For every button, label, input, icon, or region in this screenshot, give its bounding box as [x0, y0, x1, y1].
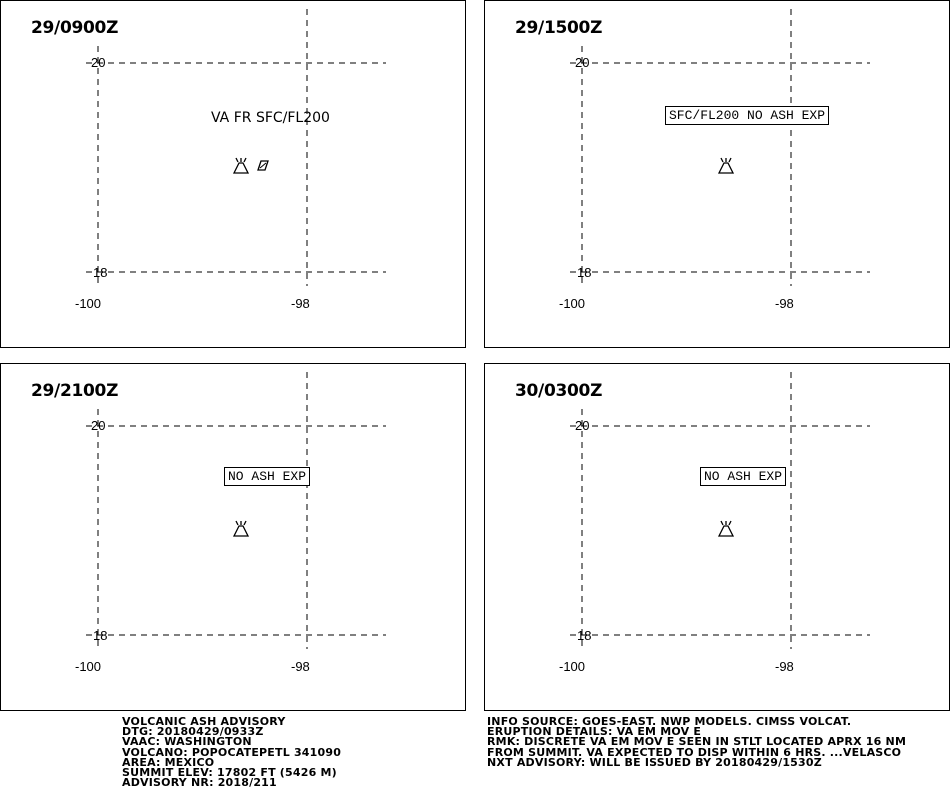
map-grid	[1, 364, 467, 712]
forecast-panel-1	[484, 0, 950, 348]
lon-label-100: -100	[559, 659, 586, 674]
volcano-icon	[719, 158, 733, 173]
panel-time: 29/1500Z	[515, 18, 603, 38]
ash-label: NO ASH EXP	[700, 467, 786, 486]
footer-line: AREA: MEXICO	[122, 755, 215, 769]
footer-line: DTG: 20180429/0933Z	[122, 725, 264, 739]
footer-line: INFO SOURCE: GOES-EAST. NWP MODELS. CIMSS VOLCAT.	[487, 715, 852, 728]
lon-label-98: -98	[291, 296, 310, 311]
lat-label-20: 20	[91, 55, 106, 70]
forecast-panel-0	[0, 0, 466, 348]
ash-area-icon	[258, 161, 268, 170]
lat-label-20: 20	[91, 418, 106, 433]
footer-line: NXT ADVISORY: WILL BE ISSUED BY 20180429/1530Z	[487, 755, 822, 769]
map-grid	[485, 364, 950, 712]
advisory-details-text	[487, 717, 906, 768]
panel-time: 30/0300Z	[515, 381, 603, 401]
volcano-icon	[719, 521, 733, 536]
lat-label-18: 18	[93, 628, 108, 643]
lat-label-18: 18	[577, 265, 592, 280]
lon-label-100: -100	[75, 659, 102, 674]
volcano-icon	[234, 158, 248, 173]
lon-label-98: -98	[775, 659, 794, 674]
ash-label: NO ASH EXP	[224, 467, 310, 486]
lat-label-20: 20	[575, 418, 590, 433]
lat-label-18: 18	[93, 265, 108, 280]
volcano-icon	[234, 521, 248, 536]
lat-label-20: 20	[575, 55, 590, 70]
forecast-panel-2	[0, 363, 466, 711]
panel-time: 29/2100Z	[31, 381, 119, 401]
ash-label: VA FR SFC/FL200	[211, 110, 330, 126]
footer-line: VOLCANO: POPOCATEPETL 341090	[122, 745, 342, 759]
lat-label-18: 18	[577, 628, 592, 643]
lon-label-100: -100	[559, 296, 586, 311]
panel-time: 29/0900Z	[31, 18, 119, 38]
forecast-panel-3	[484, 363, 950, 711]
footer-line: SUMMIT ELEV: 17802 FT (5426 M)	[122, 766, 337, 780]
footer-line: RMK: DISCRETE VA EM MOV E SEEN IN STLT LOCATED APRX 16 NM	[487, 735, 907, 749]
advisory-header-text	[122, 717, 341, 788]
footer-line: VAAC: WASHINGTON	[122, 735, 252, 749]
lon-label-98: -98	[775, 296, 794, 311]
lon-label-100: -100	[75, 296, 102, 311]
lon-label-98: -98	[291, 659, 310, 674]
footer-line: FROM SUMMIT. VA EXPECTED TO DISP WITHIN 6 HRS. ...VELASCO	[487, 745, 902, 759]
map-grid	[1, 1, 467, 349]
footer-line: ADVISORY NR: 2018/211	[122, 776, 277, 790]
map-grid	[485, 1, 950, 349]
footer-line: VOLCANIC ASH ADVISORY	[122, 715, 286, 728]
ash-label: SFC/FL200 NO ASH EXP	[665, 106, 829, 125]
footer-line: ERUPTION DETAILS: VA EM MOV E	[487, 725, 702, 739]
